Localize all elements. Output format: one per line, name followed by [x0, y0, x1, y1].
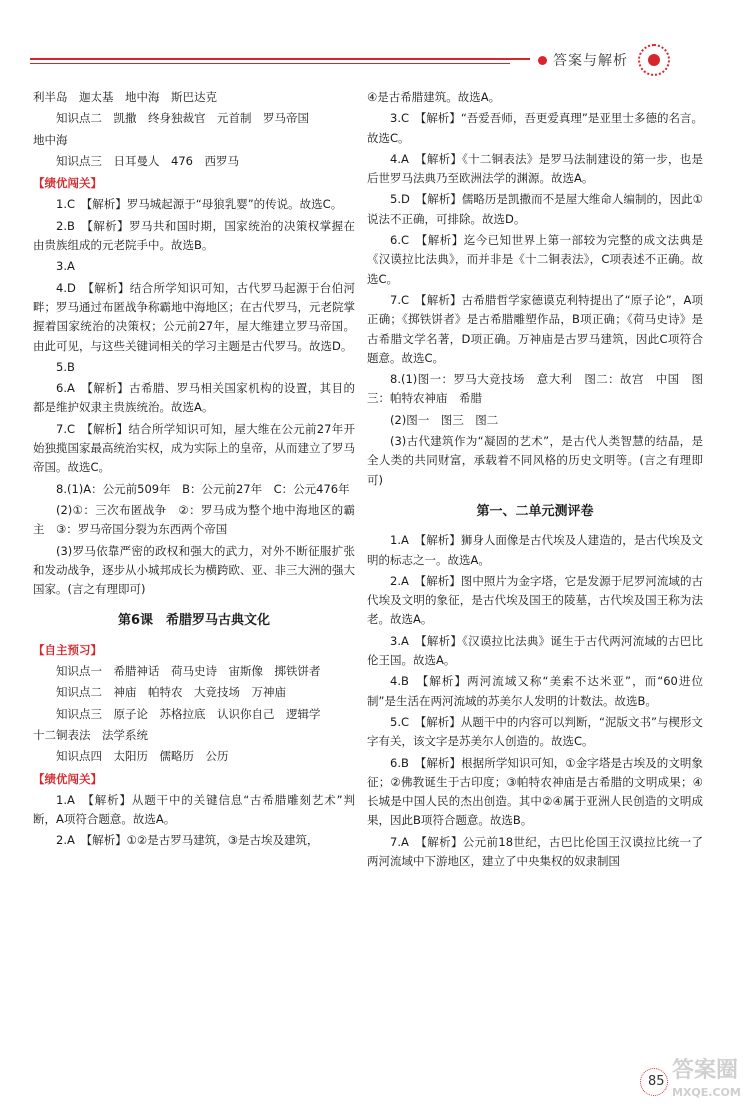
answer-item: 1.A 【解析】从题干中的关键信息“古希腊雕刻艺术”判断，A项符合题意。故选A。: [33, 792, 355, 827]
answer-item: 4.A 【解析】《十二铜表法》是罗马法制建设的第一步，也是后世罗马法典乃至欧洲法学的渊源。故选A。: [367, 151, 703, 186]
knowledge-line: 知识点三 日耳曼人 476 西罗马: [56, 153, 239, 168]
watermark-logo: 答案圈: [672, 1058, 739, 1083]
knowledge-line: 知识点二 凯撒 终身独裁官 元首制 罗马帝国: [56, 111, 309, 126]
answer-item: 4.D 【解析】结合所学知识可知，古代罗马起源于台伯河畔；罗马通过布匿战争称霸地中海地区；在古代罗马，元老院掌握着国家统治的决策权；公元前27年，屋大维建立罗马帝国。由此可见，与这些关键词相关的学习主题是古代罗马。故选D。: [33, 280, 355, 353]
answer-item: 7.C 【解析】结合所学知识可知，屋大维在公元前27年开始独揽国家最高统治实权，成为实际上的皇帝，从而建立了罗马帝国。故选C。: [33, 421, 355, 475]
answer-item: 4.B 【解析】两河流域又称“美索不达米亚”，而“60进位制”是生活在两河流域的苏美尔人发明的计数法。故选B。: [367, 674, 703, 708]
answer-item: 5.C 【解析】从题干中的内容可以判断，“泥版文书”与楔形文字有关，该文字是苏美尔人创造的。故选C。: [367, 714, 703, 749]
answer-item: 6.C 【解析】迄今已知世界上第一部较为完整的成文法典是《汉谟拉比法典》，而并非是《十二铜表法》，C项表述不正确。故选C。: [367, 233, 703, 286]
section-tag: 【绩优闯关】: [33, 176, 102, 191]
lesson-title: 第6课 希腊罗马古典文化: [117, 613, 271, 629]
answer-item: 2.B 【解析】罗马共和国时期，国家统治的决策权掌握在由贵族组成的元老院手中。故选B。: [33, 218, 355, 253]
section-tag: 【绩优闯关】: [33, 771, 102, 786]
knowledge-line: 知识点三 原子论 苏格拉底 认识你自己 逻辑学: [56, 706, 321, 721]
knowledge-line: 知识点二 神庙 帕特农 大竞技场 万神庙: [56, 685, 286, 700]
answer-item: 3.A 【解析】《汉谟拉比法典》诞生于古代两河流域的古巴比伦王国。故选A。: [367, 633, 703, 668]
answer-item: 1.C 【解析】罗马城起源于“母狼乳婴”的传说。故选C。: [56, 197, 343, 212]
header-rule: [30, 58, 530, 60]
answer-item: ④是古希腊建筑。故选A。: [367, 90, 501, 104]
answer-item: 3.C 【解析】“吾爱吾师，吾更爱真理”是亚里士多德的名言。故选C。: [367, 111, 703, 145]
answer-item: (3)罗马依靠严密的政权和强大的武力，对外不断征服扩张和发动战争，逐步从小城邦成长为横跨欧、亚、非三大洲的强大国家。(言之有理即可): [33, 543, 355, 597]
answer-item: 2.A 【解析】图中照片为金字塔，它是发源于尼罗河流域的古代埃及文明的象征，是古代埃及国王的陵墓，古代埃及国王称为法老。故选A。: [367, 573, 703, 627]
answer-item: 8.(1)A：公元前509年 B：公元前27年 C：公元476年: [56, 481, 350, 496]
answer-item: 8.(1)图一：罗马大竞技场 意大利 图二：故宫 中国 图三：帕特农神庙 希腊: [367, 372, 703, 406]
knowledge-line: 知识点一 希腊神话 荷马史诗 宙斯像 掷铁饼者: [56, 664, 321, 679]
right-column: [367, 88, 703, 873]
header-dot: [538, 56, 547, 65]
header-title: 答案与解析: [553, 53, 628, 69]
answer-item: 3.A: [56, 259, 75, 274]
answer-item: 6.A 【解析】古希腊、罗马相关国家机构的设置，其目的都是维护奴隶主贵族统治。故选A。: [33, 381, 355, 415]
answer-item: 7.C 【解析】古希腊哲学家德谟克利特提出了“原子论”，A项正确；《掷铁饼者》是古希腊雕塑作品，B项正确；《荷马史诗》是古希腊文学名著，D项正确。万神庙是古罗马建筑，因此C项符合题意。故选C。: [367, 292, 703, 365]
answer-item: 7.A 【解析】公元前18世纪，古巴比伦国王汉谟拉比统一了两河流域中下游地区，建立了中央集权的奴隶制国: [367, 834, 703, 868]
watermark-url: MXQE.COM: [672, 1086, 741, 1099]
page-number: 85: [648, 1074, 665, 1089]
unit-title: 第一、二单元测评卷: [476, 503, 594, 519]
page-header: [0, 0, 750, 90]
section-tag: 【自主预习】: [33, 642, 102, 657]
knowledge-line: 十二铜表法 法学系统: [33, 727, 148, 742]
header-logo-icon: [638, 44, 670, 76]
answer-item: 6.B 【解析】根据所学知识可知，①金字塔是古埃及的文明象征；②佛教诞生于古印度；③帕特农神庙是古希腊的文明成果；④长城是中国人民的杰出创造。其中②④属于亚洲人民创造的文明成果，因此B项符合题意。故选B。: [367, 755, 703, 828]
knowledge-line: 知识点四 太阳历 儒略历 公历: [56, 749, 229, 764]
header-rule-thin: [30, 63, 510, 64]
answer-item: (3)古代建筑作为“凝固的艺术”，是古代人类智慧的结晶，是全人类的共同财富，承载着不同风格的历史文明等。(言之有理即可): [367, 434, 703, 487]
answer-item: 1.A 【解析】狮身人面像是古代埃及人建造的，是古代埃及文明的标志之一。故选A。: [367, 533, 703, 567]
knowledge-line: 利半岛 迦太基 地中海 斯巴达克: [33, 90, 217, 104]
answer-item: (2)图一 图三 图二: [390, 412, 499, 427]
answer-item: (2)①：三次布匿战争 ②：罗马成为整个地中海地区的霸主 ③：罗马帝国分裂为东西两个帝国: [33, 502, 355, 537]
answer-item: 5.B: [56, 359, 75, 374]
answer-item: 5.D 【解析】儒略历是凯撒而不是屋大维命人编制的，因此①说法不正确，可排除。故选D。: [367, 192, 703, 226]
answer-item: 2.A 【解析】①②是古罗马建筑，③是古埃及建筑，: [56, 833, 319, 848]
knowledge-line: 地中海: [33, 132, 68, 147]
left-column: [33, 88, 355, 853]
